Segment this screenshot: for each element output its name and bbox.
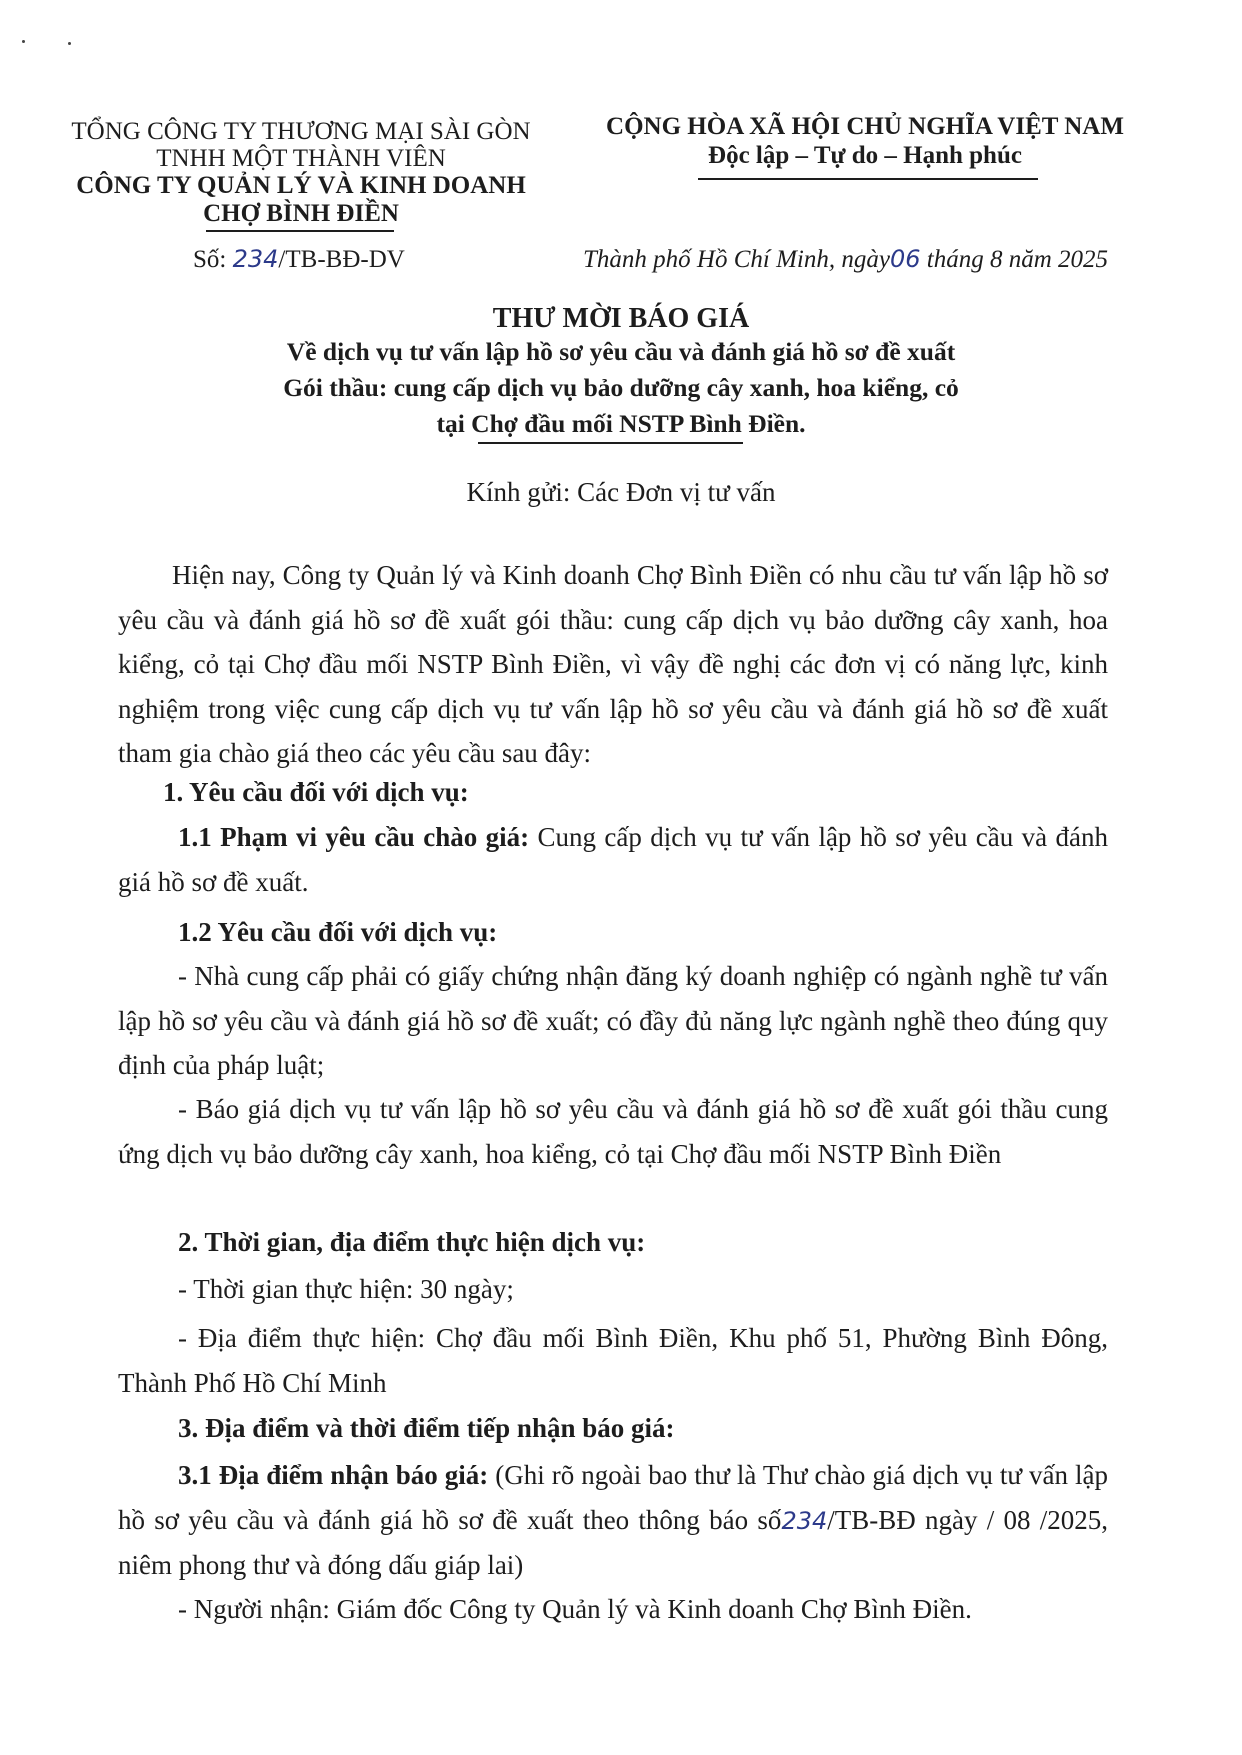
place-date-suffix: tháng 8 năm 2025 [920, 246, 1108, 273]
section-3-1 [118, 1453, 1108, 1588]
scan-speck [68, 42, 71, 45]
section-3-1-handwritten-number: 234 [781, 1506, 828, 1535]
org-line-3: CÔNG TY QUẢN LÝ VÀ KINH DOANH [76, 172, 526, 199]
place-date [583, 245, 1108, 274]
section-2-item-2: - Địa điểm thực hiện: Chợ đầu mối Bình Điền, Khu phố 51, Phường Bình Đông, Thành Phố Hồ Chí Minh [118, 1323, 1108, 1398]
doc-no-handwritten: 234 [232, 245, 279, 273]
recipient-line: - Người nhận: Giám đốc Công ty Quản lý và Kinh doanh Chợ Bình Điền. [178, 1594, 972, 1624]
scan-speck [22, 40, 25, 43]
document-title: THƯ MỜI BÁO GIÁ [492, 303, 750, 334]
salutation: Kính gửi: Các Đơn vị tư vấn [466, 477, 776, 507]
document-number [193, 245, 405, 274]
section-3-1-text-a: (Ghi rõ ngoài bao thư là Thư chào giá dịch vụ tư vấn lập hồ sơ yêu cầu và đánh giá hồ sơ đề xuất theo thông báo số [118, 1460, 1108, 1535]
section-1-2-item-1: - Nhà cung cấp phải có giấy chứng nhận đăng ký doanh nghiệp có ngành nghề tư vấn lập hồ sơ yêu cầu và đánh giá hồ sơ đề xuất; có đầy đủ năng lực ngành nghề theo đúng quy định của pháp luật; [118, 961, 1108, 1080]
place-date-day-handwritten: 06 [889, 245, 921, 273]
title-package: Gói thầu: cung cấp dịch vụ bảo dưỡng cây xanh, hoa kiểng, cỏ [283, 373, 959, 402]
motto-underline [698, 178, 1038, 180]
org-line-2: TNHH MỘT THÀNH VIÊN [156, 145, 446, 172]
intro-paragraph: Hiện nay, Công ty Quản lý và Kinh doanh Chợ Bình Điền có nhu cầu tư vấn lập hồ sơ yêu cầu và đánh giá hồ sơ đề xuất gói thầu: cung cấp dịch vụ bảo dưỡng cây xanh, hoa kiểng, cỏ tại Chợ đầu mối NSTP Bình Điền, vì vậy đề nghị các đơn vị có năng lực, kinh nghiệm trong việc cung cấp dịch vụ tư vấn lập hồ sơ yêu cầu và đánh giá hồ sơ đề xuất tham gia chào giá theo các yêu cầu sau đây: [118, 560, 1108, 768]
title-subject: Về dịch vụ tư vấn lập hồ sơ yêu cầu và đánh giá hồ sơ đề xuất [286, 337, 956, 366]
place-date-prefix: Thành phố Hồ Chí Minh, ngày [583, 246, 890, 273]
country-name: CỘNG HÒA XÃ HỘI CHỦ NGHĨA VIỆT NAM [606, 113, 1124, 140]
national-motto: Độc lập – Tự do – Hạnh phúc [708, 142, 1022, 169]
section-3-1-text-b: /TB-BĐ ngày / 08 /2025, niêm phong thư và đóng dấu giáp lai) [118, 1504, 1108, 1580]
org-line-4: CHỢ BÌNH ĐIỀN [203, 200, 399, 227]
section-1-2-heading: 1.2 Yêu cầu đối với dịch vụ: [178, 917, 498, 947]
section-1-1-label: 1.1 Phạm vi yêu cầu chào giá: [178, 822, 530, 852]
section-1-heading: 1. Yêu cầu đối với dịch vụ: [163, 777, 469, 807]
doc-no-prefix: Số: [193, 246, 233, 273]
title-location: tại Chợ đầu mối NSTP Bình Điền. [436, 409, 806, 438]
section-2-item-1: - Thời gian thực hiện: 30 ngày; [178, 1274, 514, 1304]
org-line-1: TỔNG CÔNG TY THƯƠNG MẠI SÀI GÒN [71, 118, 531, 145]
section-1-1-text: Cung cấp dịch vụ tư vấn lập hồ sơ yêu cầu và đánh giá hồ sơ đề xuất. [118, 822, 1108, 897]
section-3-heading: 3. Địa điểm và thời điểm tiếp nhận báo giá: [178, 1413, 675, 1443]
section-1-1 [118, 815, 1108, 904]
doc-no-suffix: /TB-BĐ-DV [278, 246, 405, 273]
org-underline [206, 230, 394, 232]
section-2-heading: 2. Thời gian, địa điểm thực hiện dịch vụ: [178, 1227, 646, 1257]
title-underline [478, 442, 743, 444]
section-1-2-item-2: - Báo giá dịch vụ tư vấn lập hồ sơ yêu cầu và đánh giá hồ sơ đề xuất gói thầu cung ứng dịch vụ bảo dưỡng cây xanh, hoa kiểng, cỏ tại Chợ đầu mối NSTP Bình Điền [118, 1094, 1108, 1169]
section-3-1-label: 3.1 Địa điểm nhận báo giá: [178, 1460, 489, 1490]
